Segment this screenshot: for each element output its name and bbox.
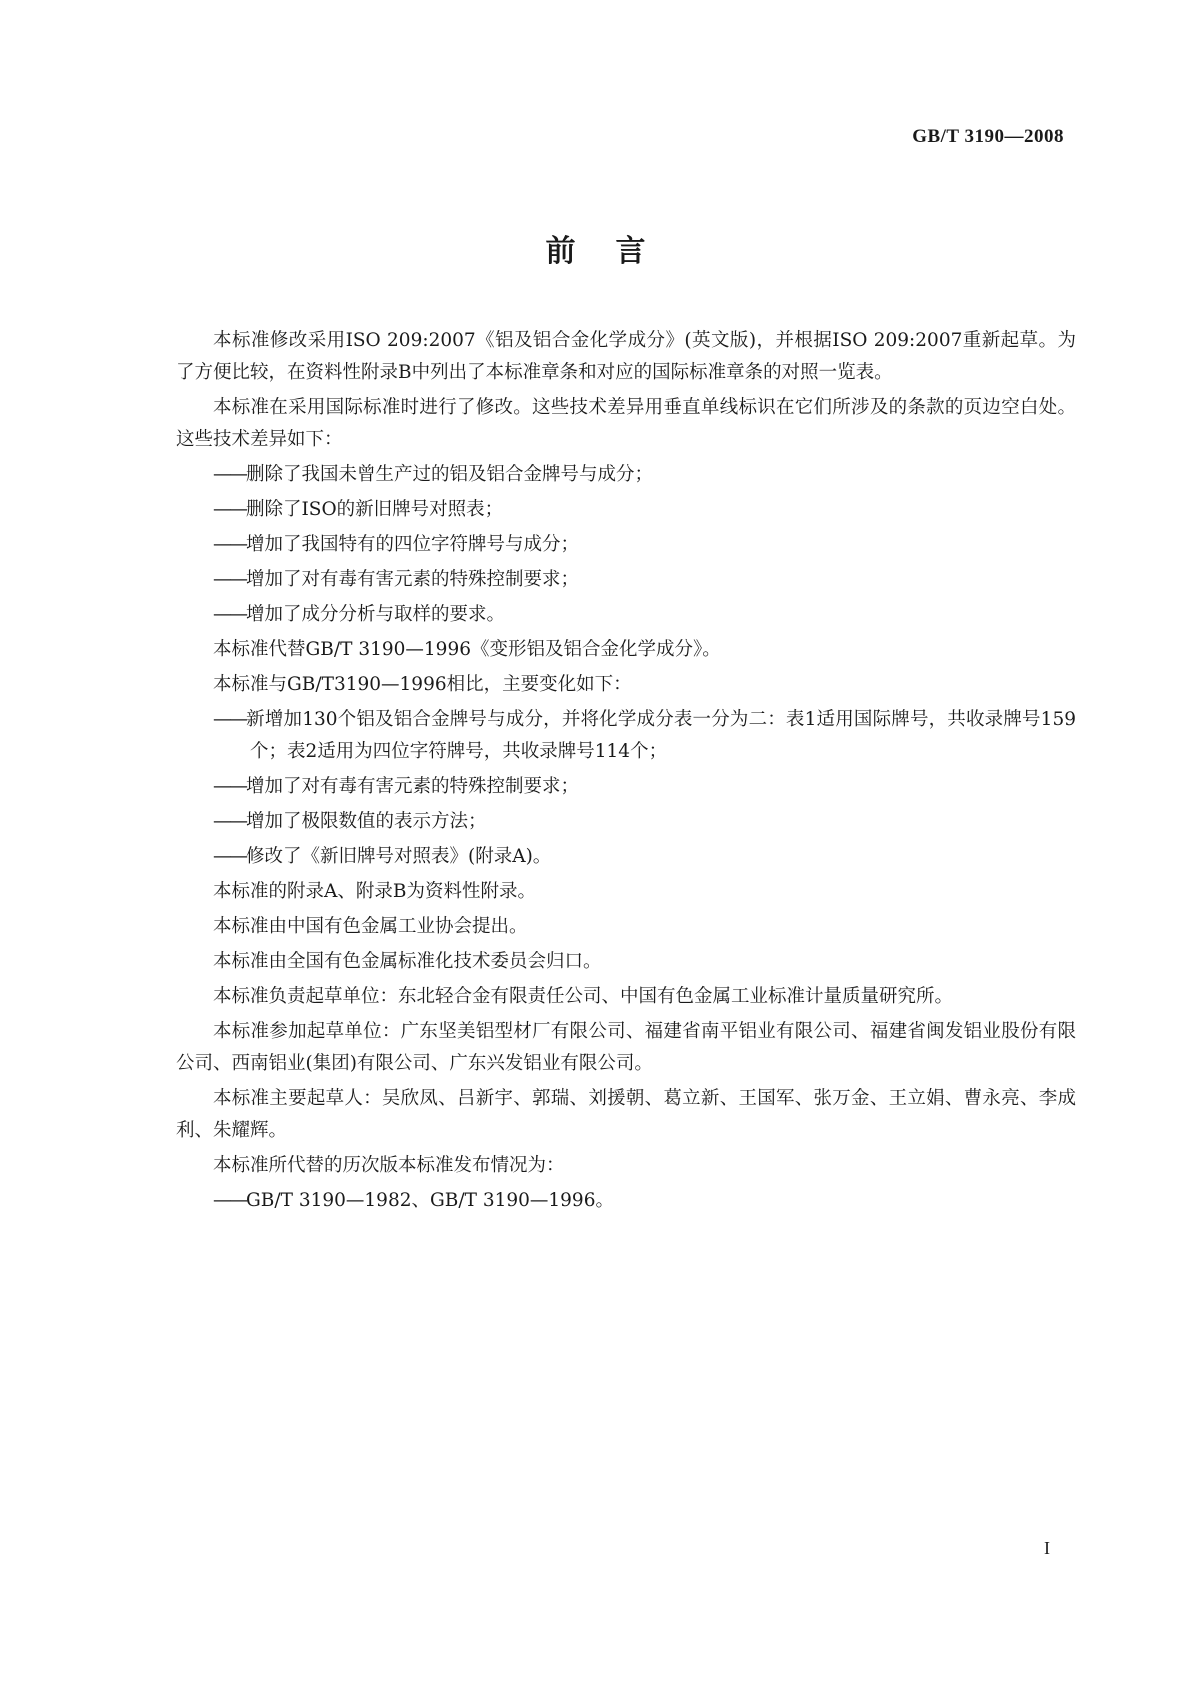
- list-item-text: GB/T 3190—1982、GB/T 3190—1996。: [246, 1190, 614, 1211]
- list-item-text: 删除了我国未曾生产过的铝及铝合金牌号与成分；: [246, 464, 654, 485]
- dash-mark: ——: [213, 534, 246, 555]
- paragraph-proposer: 本标准由中国有色金属工业协会提出。: [213, 916, 528, 937]
- list-item-text: 新增加130个铝及铝合金牌号与成分，并将化学成分表一分为二：表1适用国际牌号，共收录牌号159个；表2适用为四位字符牌号，共收录牌号114个；: [246, 709, 1076, 762]
- dash-mark: ——: [213, 1190, 246, 1211]
- list-item-diff: [176, 494, 1076, 526]
- list-item-text: 增加了我国特有的四位字符牌号与成分；: [246, 534, 580, 555]
- dash-mark: ——: [213, 846, 246, 867]
- page-number: I: [1044, 1538, 1050, 1558]
- list-item-diff: [176, 599, 1076, 631]
- list-item-text: 增加了极限数值的表示方法；: [246, 811, 487, 832]
- paragraph-annexes: 本标准的附录A、附录B为资料性附录。: [213, 881, 536, 902]
- paragraph-changes-intro: 本标准与GB/T3190—1996相比，主要变化如下：: [213, 674, 632, 695]
- dash-mark: ——: [213, 776, 246, 797]
- list-item-history: [176, 1185, 1076, 1217]
- paragraph-history-intro: 本标准所代替的历次版本标准发布情况为：: [213, 1155, 565, 1176]
- dash-mark: ——: [213, 604, 246, 625]
- dash-mark: ——: [213, 464, 246, 485]
- list-item-text: 修改了《新旧牌号对照表》(附录A)。: [246, 846, 552, 867]
- list-item-diff: [176, 529, 1076, 561]
- dash-mark: ——: [213, 569, 246, 590]
- paragraph-adoption: 本标准修改采用ISO 209:2007《铝及铝合金化学成分》(英文版)，并根据ISO 209:2007重新起草。为了方便比较，在资料性附录B中列出了本标准章条和对应的国际标准章条的对照一览表。: [176, 330, 1076, 383]
- list-item-change: [176, 704, 1076, 768]
- dash-mark: ——: [213, 709, 246, 730]
- paragraph-committee: 本标准由全国有色金属标准化技术委员会归口。: [213, 951, 602, 972]
- foreword-body: [176, 325, 1076, 1220]
- list-item-change: [176, 841, 1076, 873]
- list-item-text: 增加了对有毒有害元素的特殊控制要求；: [246, 569, 580, 590]
- list-item-change: [176, 806, 1076, 838]
- list-item-diff: [176, 564, 1076, 596]
- list-item-text: 增加了对有毒有害元素的特殊控制要求；: [246, 776, 580, 797]
- list-item-text: 删除了ISO的新旧牌号对照表；: [246, 499, 504, 520]
- paragraph-lead-drafter: 本标准负责起草单位：东北轻合金有限责任公司、中国有色金属工业标准计量质量研究所。: [213, 986, 954, 1007]
- paragraph-replaces: 本标准代替GB/T 3190—1996《变形铝及铝合金化学成分》。: [213, 639, 721, 660]
- list-item-diff: [176, 459, 1076, 491]
- standard-code: GB/T 3190—2008: [912, 126, 1064, 147]
- paragraph-participating-drafters: 本标准参加起草单位：广东坚美铝型材厂有限公司、福建省南平铝业有限公司、福建省闽发铝业股份有限公司、西南铝业(集团)有限公司、广东兴发铝业有限公司。: [176, 1021, 1076, 1074]
- list-item-text: 增加了成分分析与取样的要求。: [246, 604, 506, 625]
- dash-mark: ——: [213, 499, 246, 520]
- dash-mark: ——: [213, 811, 246, 832]
- list-item-change: [176, 771, 1076, 803]
- page-title: 前言: [545, 234, 686, 269]
- paragraph-modification: 本标准在采用国际标准时进行了修改。这些技术差异用垂直单线标识在它们所涉及的条款的页边空白处。这些技术差异如下：: [176, 397, 1076, 450]
- paragraph-main-drafters: 本标准主要起草人：吴欣凤、吕新宇、郭瑞、刘援朝、葛立新、王国军、张万金、王立娟、曹永亮、李成利、朱耀辉。: [176, 1088, 1076, 1141]
